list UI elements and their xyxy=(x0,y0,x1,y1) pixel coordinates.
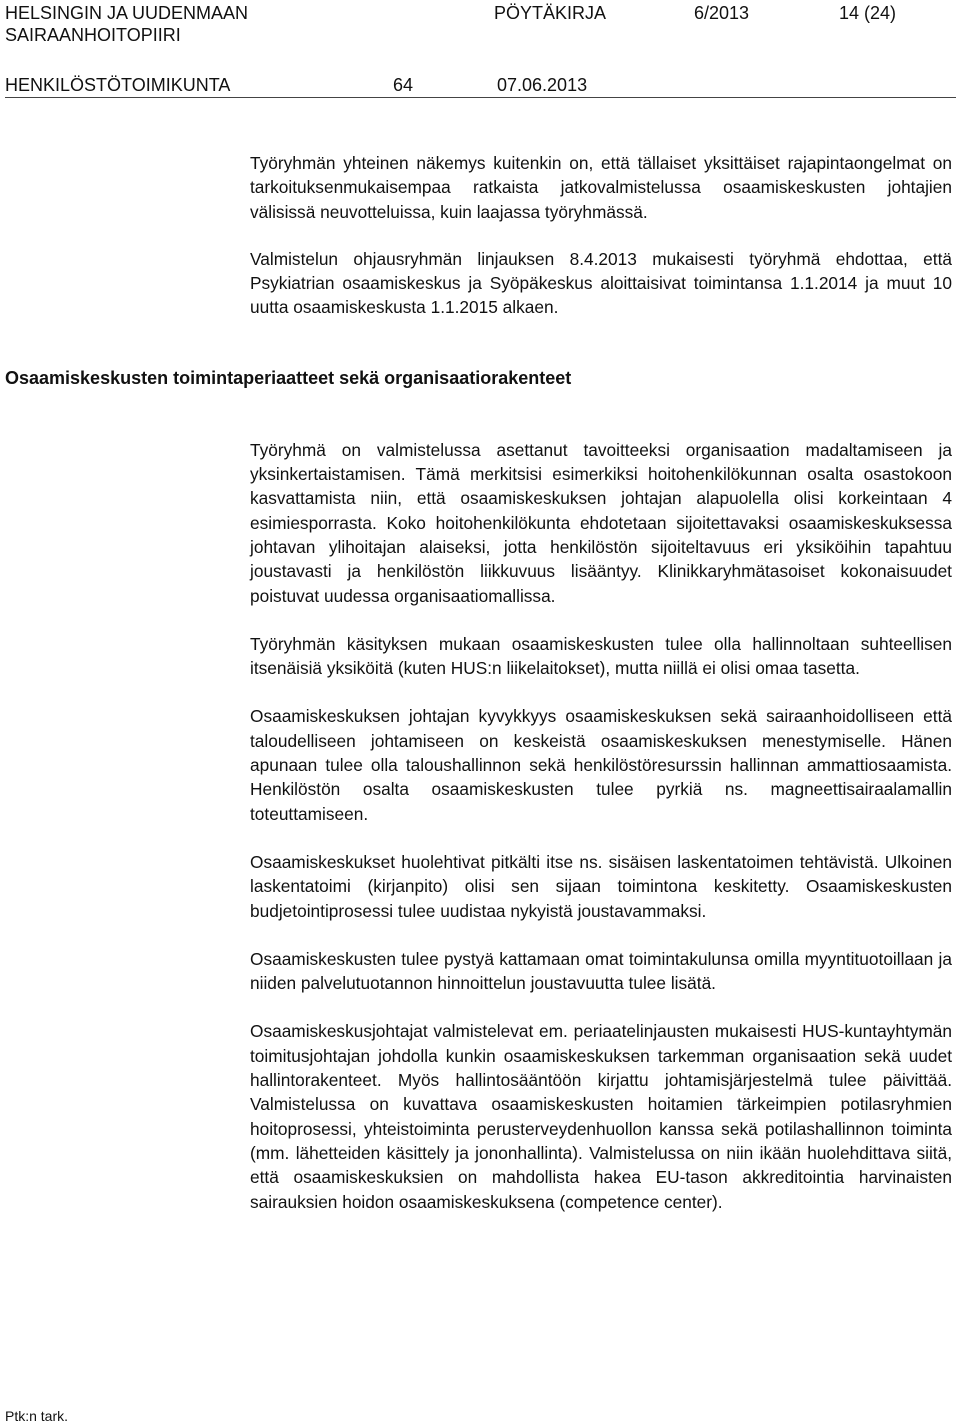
footer-note: Ptk:n tark. xyxy=(5,1408,69,1424)
document-number: 6/2013 xyxy=(694,3,750,23)
paragraph-4: Työryhmän käsityksen mukaan osaamiskeskusten tulee olla hallinnoltaan suhteellisen itsenäisiä yksiköitä (kuten HUS:n liikelaitokset), mutta niillä ei olisi omaa tasetta. xyxy=(250,633,952,679)
paragraph-3: Työryhmä on valmistelussa asettanut tavoitteeksi organisaation madaltamiseen ja yksinkertaistamisen. Tämä merkitsisi esimerkiksi hoitohenkilökunnan osalta osastokoon kasvattamista niin, että osaamiskeskuksen johtajan alapuolella olisi korkeintaan 4 esimiesporrasta. Koko hoitohenkilökunta ehdotetaan sijoitettavaksi osaamiskeskuksessa johtavan ylihoitajan alaiseksi, jotta henkilöstön sijoiteltavuus eri yksiköihin tapahtuu joustavasti ja henkilöstön liikkuvuus lisääntyy. Klinikkaryhmätasoiset kokonaisuudet poistuvat uudessa organisaatiomallissa. xyxy=(250,439,952,606)
paragraph-8: Osaamiskeskusjohtajat valmistelevat em. periaatelinjausten mukaisesti HUS-kuntayhtymän toimitusjohtajan johdolla kunkin osaamiskeskuksen tarkemman organisaation sekä uudet hallintorakenteet. Myös hallintosääntöön kirjattu johtamisjärjestelmä tulee päivittää. Valmistelussa on kuvattava osaamiskeskusten hoitamien tärkeimpien potilasryhmien hoitoprosessi, yhteistoiminta perusterveydenhuollon kanssa sekä potilashallinnon toiminta (mm. lähetteiden käsittely ja jononhallinta). Valmistelussa on niin ikään huolehdittava siitä, että osaamiskeskuksien on mahdollista hakea EU-tason akkreditointia harvinaisten sairauksien hoidon osaamiskeskuksena (competence center). xyxy=(250,1021,952,1212)
paragraph-6: Osaamiskeskukset huolehtivat pitkälti itse ns. sisäisen laskentatoimen tehtävistä. Ulkoinen laskentatoimi (kirjanpito) olisi sen sijaan toimintona keskitetty. Osaamiskeskusten budjetointiprosessi tulee uudistaa nykyistä joustavammaksi. xyxy=(250,851,952,921)
page-number: 14 (24) xyxy=(839,3,897,23)
section-heading: Osaamiskeskusten toimintaperiaatteet sekä organisaatiorakenteet xyxy=(5,368,572,388)
document-body xyxy=(250,151,952,1214)
committee-name: HENKILÖSTÖTOIMIKUNTA xyxy=(5,75,231,95)
item-number: 64 xyxy=(393,75,414,95)
paragraph-2: Valmistelun ohjausryhmän linjauksen 8.4.2013 mukaisesti työryhmä ehdottaa, että Psykiatrian osaamiskeskus ja Syöpäkeskus aloittaisivat toimintansa 1.1.2014 ja muut 10 uutta osaamiskeskusta 1.1.2015 alkaen. xyxy=(250,248,952,318)
meeting-date: 07.06.2013 xyxy=(497,75,588,95)
paragraph-1: Työryhmän yhteinen näkemys kuitenkin on, että tällaiset yksittäiset rajapintaongelmat on tarkoituksenmukaisempaa ratkaista jatkovalmistelussa osaamiskeskusten johtajien välisissä neuvotteluissa, kuin laajassa työryhmässä. xyxy=(250,153,952,222)
document-type: PÖYTÄKIRJA xyxy=(494,3,607,23)
paragraph-5: Osaamiskeskuksen johtajan kyvykkyys osaamiskeskuksen sekä sairaanhoidolliseen että taloudelliseen johtamiseen on keskeistä osaamiskeskuksen menestymiselle. Hänen apunaan tulee olla taloushallinnon sekä henkilöstöresurssin hallinnan ammattiosaamista. Henkilöstön osalta osaamiskeskusten tulee pyrkiä ns. magneettisairaalamallin toteuttamiseen. xyxy=(250,706,952,824)
organization-name-line2: SAIRAANHOITOPIIRI xyxy=(5,25,181,45)
paragraph-7: Osaamiskeskusten tulee pystyä kattamaan omat toimintakulunsa omilla myyntituotoillaan ja niiden palvelutuotannon hinnoittelun joustavuutta tulee lisätä. xyxy=(250,948,952,994)
organization-name-line1: HELSINGIN JA UUDENMAAN xyxy=(5,3,249,23)
header-divider xyxy=(5,97,956,98)
organization-name xyxy=(5,2,248,46)
